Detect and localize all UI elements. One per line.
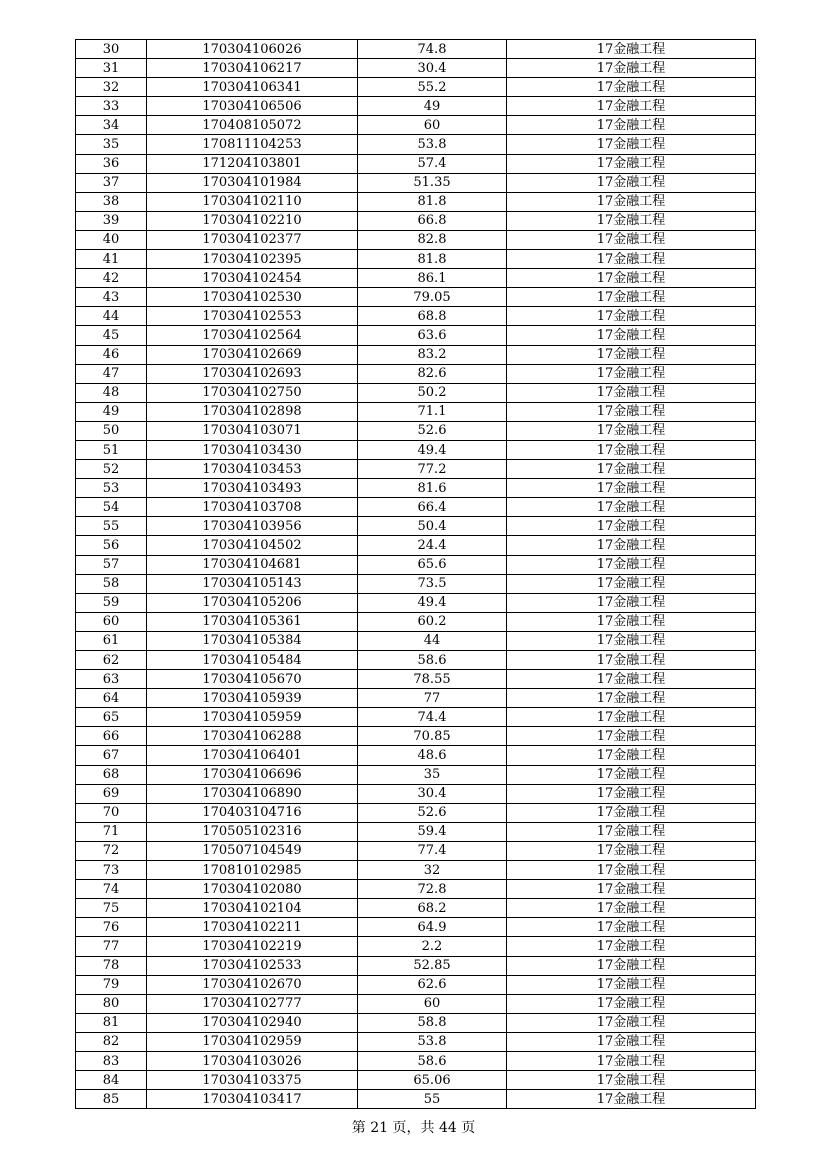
class-cell: 17金融工程 — [507, 994, 756, 1013]
student-id-cell: 170304106341 — [147, 78, 358, 97]
student-id-cell: 170304103956 — [147, 517, 358, 536]
score-cell: 57.4 — [358, 154, 507, 173]
class-cell: 17金融工程 — [507, 822, 756, 841]
score-cell: 74.8 — [358, 40, 507, 59]
table-row — [76, 421, 756, 440]
class-cell: 17金融工程 — [507, 574, 756, 593]
class-cell: 17金融工程 — [507, 1090, 756, 1109]
row-number-cell: 61 — [76, 631, 147, 650]
student-id-cell: 170304102940 — [147, 1013, 358, 1032]
student-id-cell: 170304103430 — [147, 440, 358, 459]
page-footer: 第 21 页，共 44 页 — [351, 1120, 476, 1136]
student-id-cell: 170304102104 — [147, 899, 358, 918]
student-id-cell: 170304102110 — [147, 192, 358, 211]
table-row — [76, 230, 756, 249]
row-number-cell: 36 — [76, 154, 147, 173]
student-id-cell: 170304102750 — [147, 383, 358, 402]
row-number-cell: 76 — [76, 918, 147, 937]
student-id-cell: 170304102454 — [147, 269, 358, 288]
row-number-cell: 42 — [76, 269, 147, 288]
student-id-cell: 170304102530 — [147, 288, 358, 307]
score-cell: 24.4 — [358, 536, 507, 555]
class-cell: 17金融工程 — [507, 727, 756, 746]
class-cell: 17金融工程 — [507, 1032, 756, 1051]
row-number-cell: 30 — [76, 40, 147, 59]
row-number-cell: 37 — [76, 173, 147, 192]
row-number-cell: 32 — [76, 78, 147, 97]
score-cell: 30.4 — [358, 59, 507, 78]
class-cell: 17金融工程 — [507, 765, 756, 784]
row-number-cell: 67 — [76, 746, 147, 765]
score-cell: 82.6 — [358, 364, 507, 383]
table-row — [76, 975, 756, 994]
class-cell: 17金融工程 — [507, 631, 756, 650]
score-table — [75, 39, 756, 1109]
score-cell: 58.6 — [358, 651, 507, 670]
table-row — [76, 708, 756, 727]
class-cell: 17金融工程 — [507, 918, 756, 937]
table-row — [76, 689, 756, 708]
class-cell: 17金融工程 — [507, 498, 756, 517]
row-number-cell: 82 — [76, 1032, 147, 1051]
class-cell: 17金融工程 — [507, 250, 756, 269]
score-cell: 60.2 — [358, 612, 507, 631]
row-number-cell: 34 — [76, 116, 147, 135]
table-row — [76, 612, 756, 631]
student-id-cell: 170304102669 — [147, 345, 358, 364]
class-cell: 17金融工程 — [507, 1051, 756, 1070]
row-number-cell: 58 — [76, 574, 147, 593]
class-cell: 17金融工程 — [507, 746, 756, 765]
score-cell: 66.4 — [358, 498, 507, 517]
row-number-cell: 59 — [76, 593, 147, 612]
student-id-cell: 170304106217 — [147, 59, 358, 78]
table-row — [76, 135, 756, 154]
student-id-cell: 170304105361 — [147, 612, 358, 631]
student-id-cell: 170507104549 — [147, 841, 358, 860]
table-row — [76, 784, 756, 803]
row-number-cell: 51 — [76, 440, 147, 459]
score-cell: 71.1 — [358, 402, 507, 421]
score-cell: 52.85 — [358, 956, 507, 975]
table-row — [76, 517, 756, 536]
student-id-cell: 170408105072 — [147, 116, 358, 135]
score-cell: 49.4 — [358, 593, 507, 612]
score-cell: 65.6 — [358, 555, 507, 574]
score-cell: 77.2 — [358, 460, 507, 479]
class-cell: 17金融工程 — [507, 975, 756, 994]
student-id-cell: 170810102985 — [147, 861, 358, 880]
table-row — [76, 1090, 756, 1109]
student-id-cell: 170304102670 — [147, 975, 358, 994]
table-row — [76, 1032, 756, 1051]
row-number-cell: 81 — [76, 1013, 147, 1032]
class-cell: 17金融工程 — [507, 269, 756, 288]
row-number-cell: 40 — [76, 230, 147, 249]
row-number-cell: 65 — [76, 708, 147, 727]
student-id-cell: 170811104253 — [147, 135, 358, 154]
row-number-cell: 75 — [76, 899, 147, 918]
table-row — [76, 1051, 756, 1070]
student-id-cell: 170304102219 — [147, 937, 358, 956]
class-cell: 17金融工程 — [507, 135, 756, 154]
row-number-cell: 52 — [76, 460, 147, 479]
score-cell: 53.8 — [358, 135, 507, 154]
table-row — [76, 670, 756, 689]
table-row — [76, 250, 756, 269]
table-row — [76, 1071, 756, 1090]
row-number-cell: 38 — [76, 192, 147, 211]
score-cell: 60 — [358, 116, 507, 135]
score-cell: 30.4 — [358, 784, 507, 803]
class-cell: 17金融工程 — [507, 460, 756, 479]
class-cell: 17金融工程 — [507, 154, 756, 173]
student-id-cell: 170304104681 — [147, 555, 358, 574]
class-cell: 17金融工程 — [507, 97, 756, 116]
table-row — [76, 727, 756, 746]
student-id-cell: 170304102959 — [147, 1032, 358, 1051]
table-row — [76, 918, 756, 937]
table-row — [76, 78, 756, 97]
table-row — [76, 631, 756, 650]
table-row — [76, 880, 756, 899]
class-cell: 17金融工程 — [507, 326, 756, 345]
table-row — [76, 574, 756, 593]
row-number-cell: 80 — [76, 994, 147, 1013]
score-cell: 60 — [358, 994, 507, 1013]
score-cell: 66.8 — [358, 211, 507, 230]
student-id-cell: 170304102777 — [147, 994, 358, 1013]
row-number-cell: 41 — [76, 250, 147, 269]
student-id-cell: 170304101984 — [147, 173, 358, 192]
score-cell: 58.6 — [358, 1051, 507, 1070]
table-row — [76, 192, 756, 211]
table-row — [76, 536, 756, 555]
row-number-cell: 73 — [76, 861, 147, 880]
class-cell: 17金融工程 — [507, 803, 756, 822]
student-id-cell: 170304106506 — [147, 97, 358, 116]
class-cell: 17金融工程 — [507, 861, 756, 880]
class-cell: 17金融工程 — [507, 116, 756, 135]
table-row — [76, 345, 756, 364]
class-cell: 17金融工程 — [507, 670, 756, 689]
student-id-cell: 170304102395 — [147, 250, 358, 269]
student-id-cell: 170304105206 — [147, 593, 358, 612]
table-row — [76, 956, 756, 975]
score-cell: 2.2 — [358, 937, 507, 956]
table-row — [76, 803, 756, 822]
student-id-cell: 170304105670 — [147, 670, 358, 689]
table-row — [76, 861, 756, 880]
row-number-cell: 49 — [76, 402, 147, 421]
score-cell: 64.9 — [358, 918, 507, 937]
row-number-cell: 71 — [76, 822, 147, 841]
score-cell: 65.06 — [358, 1071, 507, 1090]
student-id-cell: 170304103417 — [147, 1090, 358, 1109]
row-number-cell: 48 — [76, 383, 147, 402]
student-id-cell: 170304103375 — [147, 1071, 358, 1090]
row-number-cell: 57 — [76, 555, 147, 574]
class-cell: 17金融工程 — [507, 784, 756, 803]
score-cell: 55.2 — [358, 78, 507, 97]
student-id-cell: 170304102210 — [147, 211, 358, 230]
student-id-cell: 170304102211 — [147, 918, 358, 937]
student-id-cell: 170304106890 — [147, 784, 358, 803]
table-row — [76, 97, 756, 116]
student-id-cell: 170505102316 — [147, 822, 358, 841]
class-cell: 17金融工程 — [507, 440, 756, 459]
table-row — [76, 555, 756, 574]
student-id-cell: 170304103026 — [147, 1051, 358, 1070]
score-cell: 59.4 — [358, 822, 507, 841]
student-id-cell: 170304105384 — [147, 631, 358, 650]
table-row — [76, 1013, 756, 1032]
score-cell: 81.6 — [358, 479, 507, 498]
score-cell: 44 — [358, 631, 507, 650]
row-number-cell: 77 — [76, 937, 147, 956]
row-number-cell: 45 — [76, 326, 147, 345]
score-cell: 79.05 — [358, 288, 507, 307]
class-cell: 17金融工程 — [507, 230, 756, 249]
student-id-cell: 170304102898 — [147, 402, 358, 421]
score-cell: 86.1 — [358, 269, 507, 288]
class-cell: 17金融工程 — [507, 40, 756, 59]
score-cell: 63.6 — [358, 326, 507, 345]
class-cell: 17金融工程 — [507, 689, 756, 708]
score-cell: 82.8 — [358, 230, 507, 249]
score-cell: 58.8 — [358, 1013, 507, 1032]
class-cell: 17金融工程 — [507, 517, 756, 536]
class-cell: 17金融工程 — [507, 364, 756, 383]
class-cell: 17金融工程 — [507, 288, 756, 307]
table-row — [76, 364, 756, 383]
table-row — [76, 154, 756, 173]
score-cell: 55 — [358, 1090, 507, 1109]
table-row — [76, 937, 756, 956]
class-cell: 17金融工程 — [507, 78, 756, 97]
table-row — [76, 841, 756, 860]
row-number-cell: 44 — [76, 307, 147, 326]
class-cell: 17金融工程 — [507, 956, 756, 975]
student-id-cell: 170304102564 — [147, 326, 358, 345]
class-cell: 17金融工程 — [507, 708, 756, 727]
table-row — [76, 288, 756, 307]
class-cell: 17金融工程 — [507, 880, 756, 899]
score-cell: 51.35 — [358, 173, 507, 192]
score-cell: 52.6 — [358, 421, 507, 440]
student-id-cell: 170304105143 — [147, 574, 358, 593]
score-cell: 77.4 — [358, 841, 507, 860]
table-row — [76, 40, 756, 59]
table-row — [76, 479, 756, 498]
table-row — [76, 440, 756, 459]
row-number-cell: 35 — [76, 135, 147, 154]
score-cell: 77 — [358, 689, 507, 708]
table-row — [76, 498, 756, 517]
student-id-cell: 170304105939 — [147, 689, 358, 708]
row-number-cell: 31 — [76, 59, 147, 78]
score-cell: 48.6 — [358, 746, 507, 765]
table-row — [76, 402, 756, 421]
row-number-cell: 63 — [76, 670, 147, 689]
class-cell: 17金融工程 — [507, 345, 756, 364]
class-cell: 17金融工程 — [507, 307, 756, 326]
score-cell: 50.2 — [358, 383, 507, 402]
table-row — [76, 899, 756, 918]
row-number-cell: 47 — [76, 364, 147, 383]
table-row — [76, 746, 756, 765]
score-cell: 52.6 — [358, 803, 507, 822]
class-cell: 17金融工程 — [507, 651, 756, 670]
row-number-cell: 50 — [76, 421, 147, 440]
class-cell: 17金融工程 — [507, 421, 756, 440]
table-row — [76, 173, 756, 192]
table-row — [76, 994, 756, 1013]
table-row — [76, 211, 756, 230]
row-number-cell: 62 — [76, 651, 147, 670]
row-number-cell: 66 — [76, 727, 147, 746]
class-cell: 17金融工程 — [507, 1071, 756, 1090]
row-number-cell: 74 — [76, 880, 147, 899]
score-cell: 78.55 — [358, 670, 507, 689]
score-cell: 35 — [358, 765, 507, 784]
class-cell: 17金融工程 — [507, 173, 756, 192]
table-row — [76, 765, 756, 784]
row-number-cell: 54 — [76, 498, 147, 517]
table-row — [76, 269, 756, 288]
student-id-cell: 170304104502 — [147, 536, 358, 555]
class-cell: 17金融工程 — [507, 536, 756, 555]
class-cell: 17金融工程 — [507, 402, 756, 421]
class-cell: 17金融工程 — [507, 937, 756, 956]
table-row — [76, 59, 756, 78]
row-number-cell: 64 — [76, 689, 147, 708]
score-cell: 74.4 — [358, 708, 507, 727]
table-row — [76, 460, 756, 479]
student-id-cell: 170304102693 — [147, 364, 358, 383]
row-number-cell: 79 — [76, 975, 147, 994]
score-cell: 70.85 — [358, 727, 507, 746]
student-id-cell: 170304103071 — [147, 421, 358, 440]
class-cell: 17金融工程 — [507, 1013, 756, 1032]
student-id-cell: 170304102533 — [147, 956, 358, 975]
student-id-cell: 170304103708 — [147, 498, 358, 517]
score-cell: 32 — [358, 861, 507, 880]
score-cell: 72.8 — [358, 880, 507, 899]
row-number-cell: 84 — [76, 1071, 147, 1090]
row-number-cell: 43 — [76, 288, 147, 307]
student-id-cell: 171204103801 — [147, 154, 358, 173]
row-number-cell: 33 — [76, 97, 147, 116]
table-row — [76, 383, 756, 402]
score-cell: 49 — [358, 97, 507, 116]
class-cell: 17金融工程 — [507, 555, 756, 574]
student-id-cell: 170304103453 — [147, 460, 358, 479]
class-cell: 17金融工程 — [507, 192, 756, 211]
student-id-cell: 170304102377 — [147, 230, 358, 249]
row-number-cell: 69 — [76, 784, 147, 803]
class-cell: 17金融工程 — [507, 899, 756, 918]
student-id-cell: 170304102080 — [147, 880, 358, 899]
student-id-cell: 170304106696 — [147, 765, 358, 784]
table-row — [76, 116, 756, 135]
student-id-cell: 170304103493 — [147, 479, 358, 498]
row-number-cell: 46 — [76, 345, 147, 364]
class-cell: 17金融工程 — [507, 593, 756, 612]
student-id-cell: 170304105484 — [147, 651, 358, 670]
score-cell: 81.8 — [358, 250, 507, 269]
table-row — [76, 593, 756, 612]
student-id-cell: 170304102553 — [147, 307, 358, 326]
score-cell: 68.2 — [358, 899, 507, 918]
score-cell: 49.4 — [358, 440, 507, 459]
table-row — [76, 307, 756, 326]
row-number-cell: 39 — [76, 211, 147, 230]
score-cell: 50.4 — [358, 517, 507, 536]
score-cell: 83.2 — [358, 345, 507, 364]
table-row — [76, 651, 756, 670]
row-number-cell: 78 — [76, 956, 147, 975]
class-cell: 17金融工程 — [507, 383, 756, 402]
score-table-body — [76, 40, 756, 1109]
row-number-cell: 72 — [76, 841, 147, 860]
table-row — [76, 326, 756, 345]
class-cell: 17金融工程 — [507, 479, 756, 498]
table-row — [76, 822, 756, 841]
student-id-cell: 170304105959 — [147, 708, 358, 727]
row-number-cell: 70 — [76, 803, 147, 822]
row-number-cell: 68 — [76, 765, 147, 784]
row-number-cell: 56 — [76, 536, 147, 555]
student-id-cell: 170304106026 — [147, 40, 358, 59]
score-cell: 73.5 — [358, 574, 507, 593]
score-cell: 62.6 — [358, 975, 507, 994]
class-cell: 17金融工程 — [507, 211, 756, 230]
student-id-cell: 170403104716 — [147, 803, 358, 822]
score-cell: 68.8 — [358, 307, 507, 326]
class-cell: 17金融工程 — [507, 59, 756, 78]
row-number-cell: 85 — [76, 1090, 147, 1109]
score-cell: 81.8 — [358, 192, 507, 211]
score-cell: 53.8 — [358, 1032, 507, 1051]
class-cell: 17金融工程 — [507, 841, 756, 860]
student-id-cell: 170304106401 — [147, 746, 358, 765]
row-number-cell: 83 — [76, 1051, 147, 1070]
row-number-cell: 53 — [76, 479, 147, 498]
class-cell: 17金融工程 — [507, 612, 756, 631]
row-number-cell: 55 — [76, 517, 147, 536]
student-id-cell: 170304106288 — [147, 727, 358, 746]
row-number-cell: 60 — [76, 612, 147, 631]
